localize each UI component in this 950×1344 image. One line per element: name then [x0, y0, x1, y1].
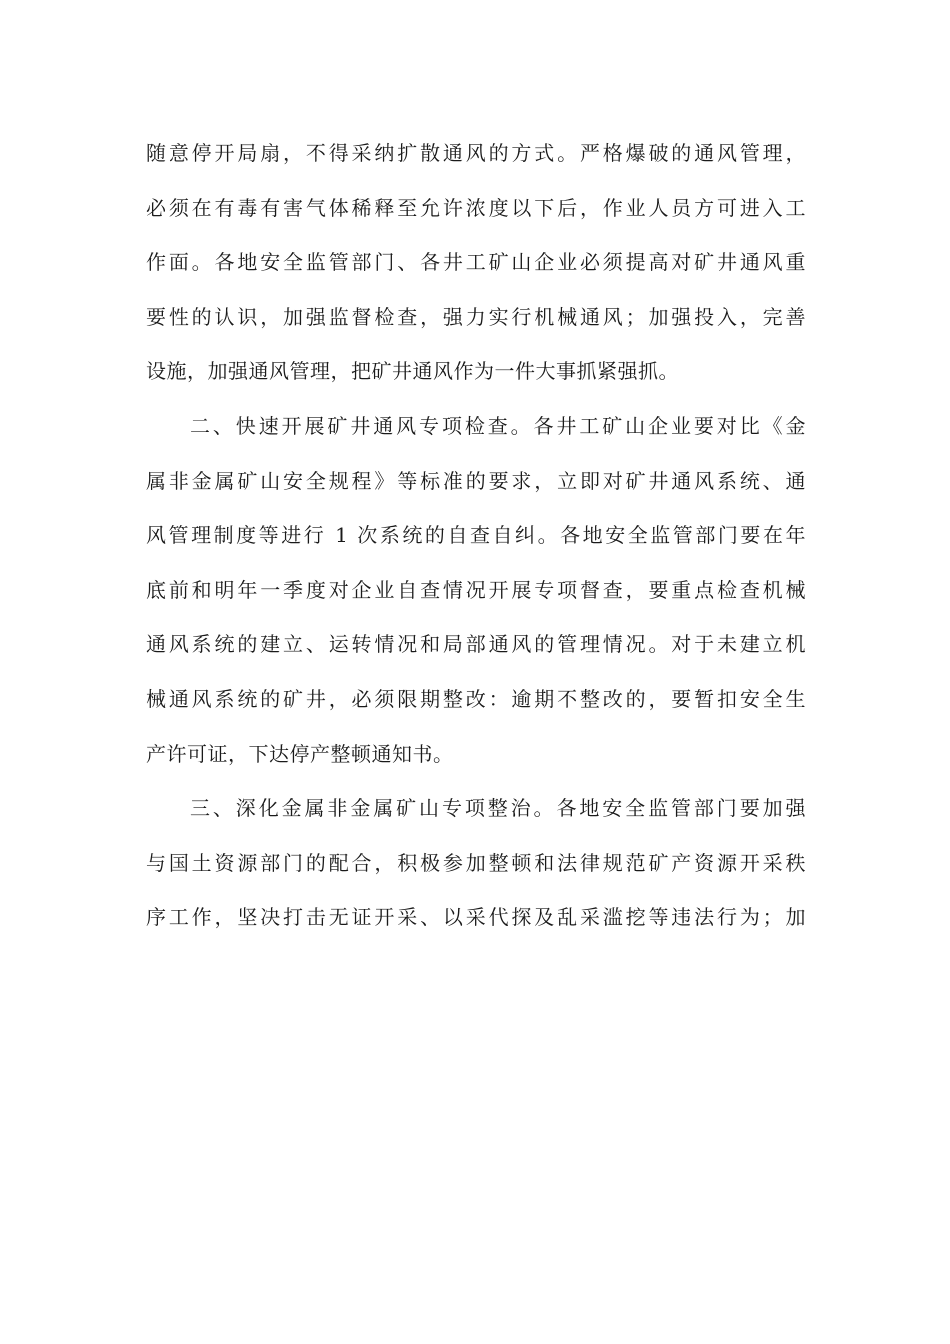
- section-2-heading-line: 二、快速开展矿井通风专项检查。各井工矿山企业要对比《金: [190, 413, 806, 438]
- text-line: 设施，加强通风管理，把矿井通风作为一件大事抓紧强抓。: [146, 359, 679, 384]
- text-line: 与国土资源部门的配合，积极参加整顿和法律规范矿产资源开采秩: [146, 850, 806, 875]
- text-line: 随意停开局扇，不得采纳扩散通风的方式。严格爆破的通风管理，: [146, 141, 806, 165]
- text-line: 底前和明年一季度对企业自查情况开展专项督查，要重点检查机械: [146, 577, 806, 602]
- text-line: 必须在有毒有害气体稀释至允许浓度以下后，作业人员方可进入工: [146, 195, 806, 220]
- document-body: [146, 126, 806, 945]
- text-line: 通风系统的建立、运转情况和局部通风的管理情况。对于未建立机: [146, 632, 806, 657]
- text-line: 要性的认识，加强监督检查，强力实行机械通风；加强投入，完善: [146, 304, 806, 329]
- text-line: 械通风系统的矿井，必须限期整改：逾期不整改的，要暂扣安全生: [146, 686, 806, 711]
- text-line: 属非金属矿山安全规程》等标准的要求，立即对矿井通风系统、通: [146, 468, 806, 493]
- text-line: 序工作，坚决打击无证开采、以采代探及乱采滥挖等违法行为；加: [146, 905, 806, 930]
- text-line: 产许可证，下达停产整顿通知书。: [146, 741, 454, 766]
- section-3-heading-line: 三、深化金属非金属矿山专项整治。各地安全监管部门要加强: [190, 796, 806, 821]
- text-line: 风管理制度等进行 1 次系统的自查自纠。各地安全监管部门要在年: [146, 523, 806, 548]
- text-line: 作面。各地安全监管部门、各井工矿山企业必须提高对矿井通风重: [146, 250, 806, 275]
